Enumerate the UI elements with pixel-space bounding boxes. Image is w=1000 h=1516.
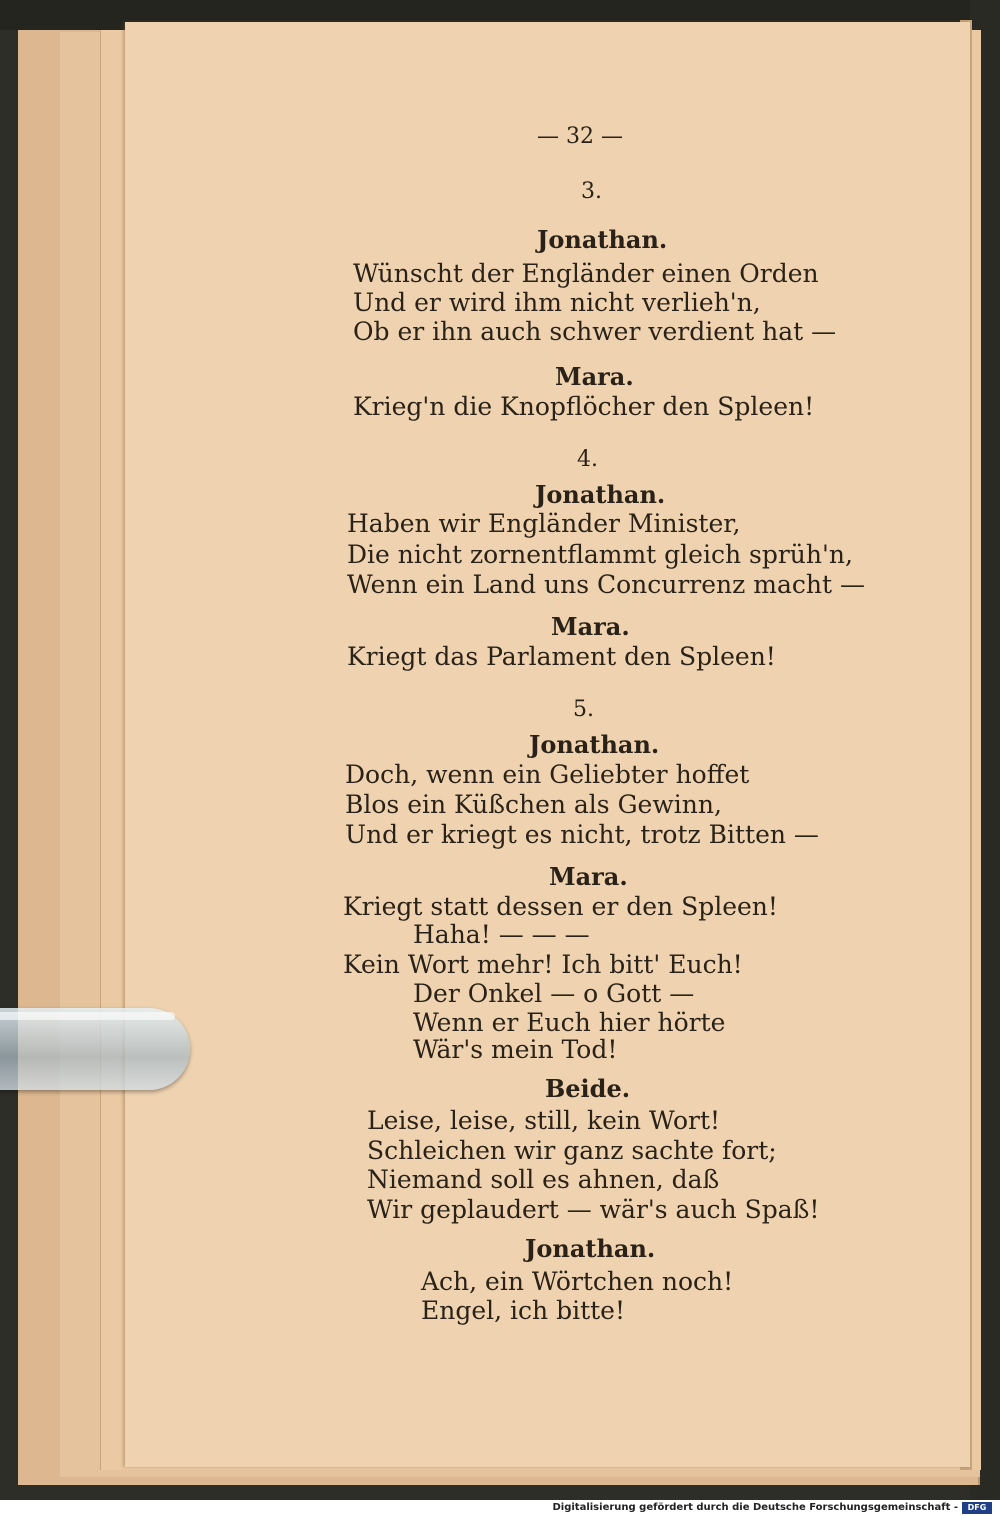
verse-line: Kriegt das Parlament den Spleen! <box>347 642 776 671</box>
speaker-name: Beide. <box>545 1074 631 1103</box>
verse-line: Und er kriegt es nicht, trotz Bitten — <box>345 820 819 849</box>
verse-line: Die nicht zornentflammt gleich sprüh'n, <box>347 540 853 569</box>
verse-line: Und er wird ihm nicht verlieh'n, <box>353 288 761 317</box>
dfg-logo-icon: DFG <box>962 1502 992 1514</box>
verse-number: 4. <box>577 447 598 472</box>
verse-line: Niemand soll es ahnen, daß <box>367 1165 720 1194</box>
verse-line: Doch, wenn ein Geliebter hoffet <box>345 760 750 789</box>
verse-line: Wenn er Euch hier hörte <box>413 1008 726 1037</box>
page-clip-highlight <box>0 1012 175 1020</box>
speaker-name: Mara. <box>551 612 630 641</box>
speaker-name: Jonathan. <box>529 730 660 759</box>
verse-line: Wär's mein Tod! <box>413 1035 618 1064</box>
verse-line: Schleichen wir ganz sachte fort; <box>367 1136 777 1165</box>
verse-line: Krieg'n die Knopflöcher den Spleen! <box>353 392 815 421</box>
verse-line: Wünscht der Engländer einen Orden <box>353 259 819 288</box>
verse-number: 5. <box>573 697 594 722</box>
verse-line: Der Onkel — o Gott — <box>413 979 695 1008</box>
verse-line: Kriegt statt dessen er den Spleen! <box>343 892 778 921</box>
speaker-name: Jonathan. <box>537 225 668 254</box>
verse-line: Kein Wort mehr! Ich bitt' Euch! <box>343 950 743 979</box>
page-number: — 32 — <box>537 124 623 149</box>
book-page <box>125 22 970 1467</box>
verse-line: Haben wir Engländer Minister, <box>347 509 741 538</box>
verse-line: Engel, ich bitte! <box>421 1296 626 1325</box>
verse-line: Leise, leise, still, kein Wort! <box>367 1106 721 1135</box>
verse-line: Ach, ein Wörtchen noch! <box>421 1267 734 1296</box>
verse-number: 3. <box>581 179 602 204</box>
verse-line: Wenn ein Land uns Concurrenz macht — <box>347 570 865 599</box>
footer-credit: Digitalisierung gefördert durch die Deutsche Forschungsgemeinschaft - <box>552 1502 958 1513</box>
verse-line: Wir geplaudert — wär's auch Spaß! <box>367 1195 820 1224</box>
verse-line: Haha! — — — <box>413 920 590 949</box>
speaker-name: Jonathan. <box>525 1234 656 1263</box>
speaker-name: Mara. <box>549 862 628 891</box>
speaker-name: Mara. <box>555 362 634 391</box>
verse-line: Ob er ihn auch schwer verdient hat — <box>353 317 837 346</box>
speaker-name: Jonathan. <box>535 480 666 509</box>
digitization-footer <box>0 1500 1000 1516</box>
page-clip <box>0 1008 190 1090</box>
verse-line: Blos ein Küßchen als Gewinn, <box>345 790 722 819</box>
